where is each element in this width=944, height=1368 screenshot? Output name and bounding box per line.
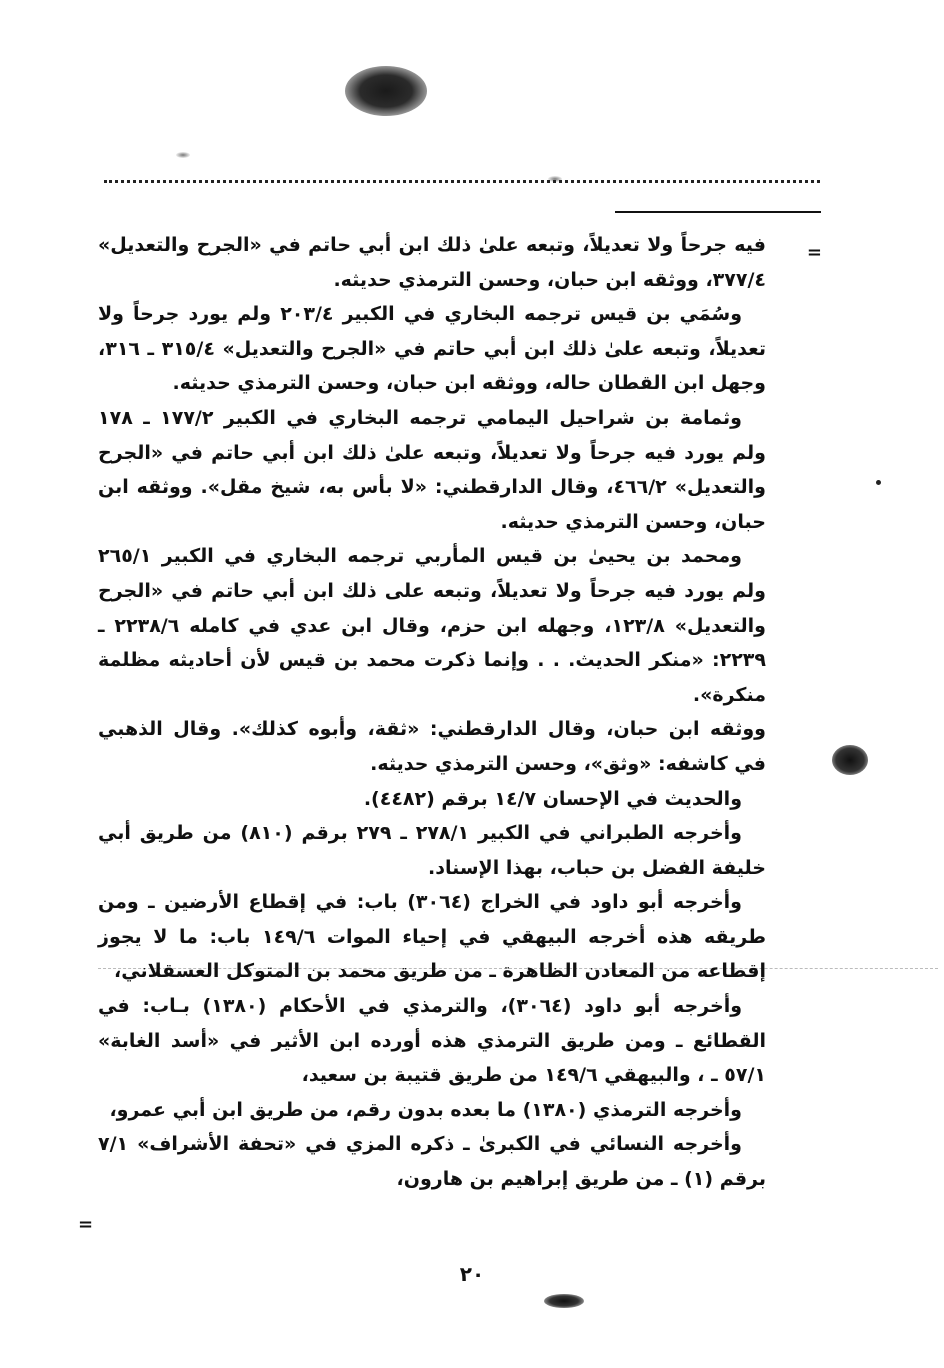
paragraph: ومحمد بن يحيىٰ بن قيس المأربي ترجمه البخاري في الكبير ٢٦٥/١ ولم يورد فيه جرحاً ولا تعديلاً، وتبعه على ذلك ابن أبي حاتم في «الجرح والتعديل» ١٢٣/٨، وجهله ابن حزم، وقال ابن عدي في كامله ٢٢٣٨/٦ ـ ٢٢٣٩: «منكر الحديث. . . وإنما ذكرت محمد بن قيس لأن أحاديثه مظلمة منكرة». [98,545,766,706]
ink-blot [544,1294,584,1308]
paragraph: فيه جرحاً ولا تعديلاً، وتبعه علىٰ ذلك ابن أبي حاتم في «الجرح والتعديل» ٣٧٧/٤، ووثقه ابن حبان، وحسن الترمذي حديثه. [98,234,766,291]
footnote-rule [615,211,821,213]
paragraph: وأخرجه الطبراني في الكبير ٢٧٨/١ ـ ٢٧٩ برقم (٨١٠) من طريق أبي خليفة الفضل بن حباب، بهذا الإسناد. [98,822,766,879]
footnote-text [98,228,766,1197]
paragraph: وأخرجه أبو داود (٣٠٦٤)، والترمذي في الأحكام (١٣٨٠) بـاب: في القطائع ـ ومن طريق الترمذي هذه أورده ابن الأثير في «أسد الغابة» ٥٧/١ ـ ، والبيهقي ١٤٩/٦ من طريق قتيبة بن سعيد، [98,995,766,1087]
paragraph: ووثقه ابن حبان، وقال الدارقطني: «ثقة، وأبوه كذلك». وقال الذهبي في كاشفه: «وثق»، وحسن الترمذي حديثه. [98,718,766,775]
ink-blot [832,745,868,775]
continuation-mark: = [806,242,822,263]
ink-speck [176,152,190,158]
paragraph: وأخرجه أبو داود في الخراج (٣٠٦٤) باب: في إقطاع الأرضين ـ ومن طريقه هذه أخرجه البيهقي في إحياء الموات ١٤٩/٦ باب: ما لا يجوز إقطاعه من المعادن الظاهرة ـ من طريق محمد بن المتوكل العسقلاني، [98,891,766,983]
paragraph: وأخرجه الترمذي (١٣٨٠) ما بعده بدون رقم، من طريق ابن أبي عمرو، [109,1098,742,1121]
continuation-mark: = [78,1214,94,1235]
page-number: ٢٠ [459,1262,485,1286]
ink-speck [876,480,881,485]
ink-blot [345,66,427,116]
dotted-separator [104,180,820,183]
paragraph: وأخرجه النسائي في الكبرىٰ ـ ذكره المزي في «تحفة الأشراف» ٧/١ برقم (١) ـ من طريق إبراهيم بن هارون، [98,1133,766,1191]
paragraph: والحديث في الإحسان ١٤/٧ برقم (٤٤٨٢). [363,787,742,810]
paragraph: وسُمَي بن قيس ترجمه البخاري في الكبير ٢٠٣/٤ ولم يورد جرحاً ولا تعديلاً، وتبعه علىٰ ذلك ابن أبي حاتم في «الجرح والتعديل» ٣١٥/٤ ـ ٣١٦، وجهل ابن القطان حاله، ووثقه ابن حبان، وحسن الترمذي حديثه. [98,303,766,395]
paragraph: وثمامة بن شراحيل اليمامي ترجمه البخاري في الكبير ١٧٧/٢ ـ ١٧٨ ولم يورد فيه جرحاً ولا تعديلاً، وتبعه علىٰ ذلك ابن أبي حاتم في «الجرح والتعديل» ٤٦٦/٢، وقال الدارقطني: «لا بأس به، شيخ مقل». ووثقه ابن حبان، وحسن الترمذي حديثه. [98,406,766,533]
